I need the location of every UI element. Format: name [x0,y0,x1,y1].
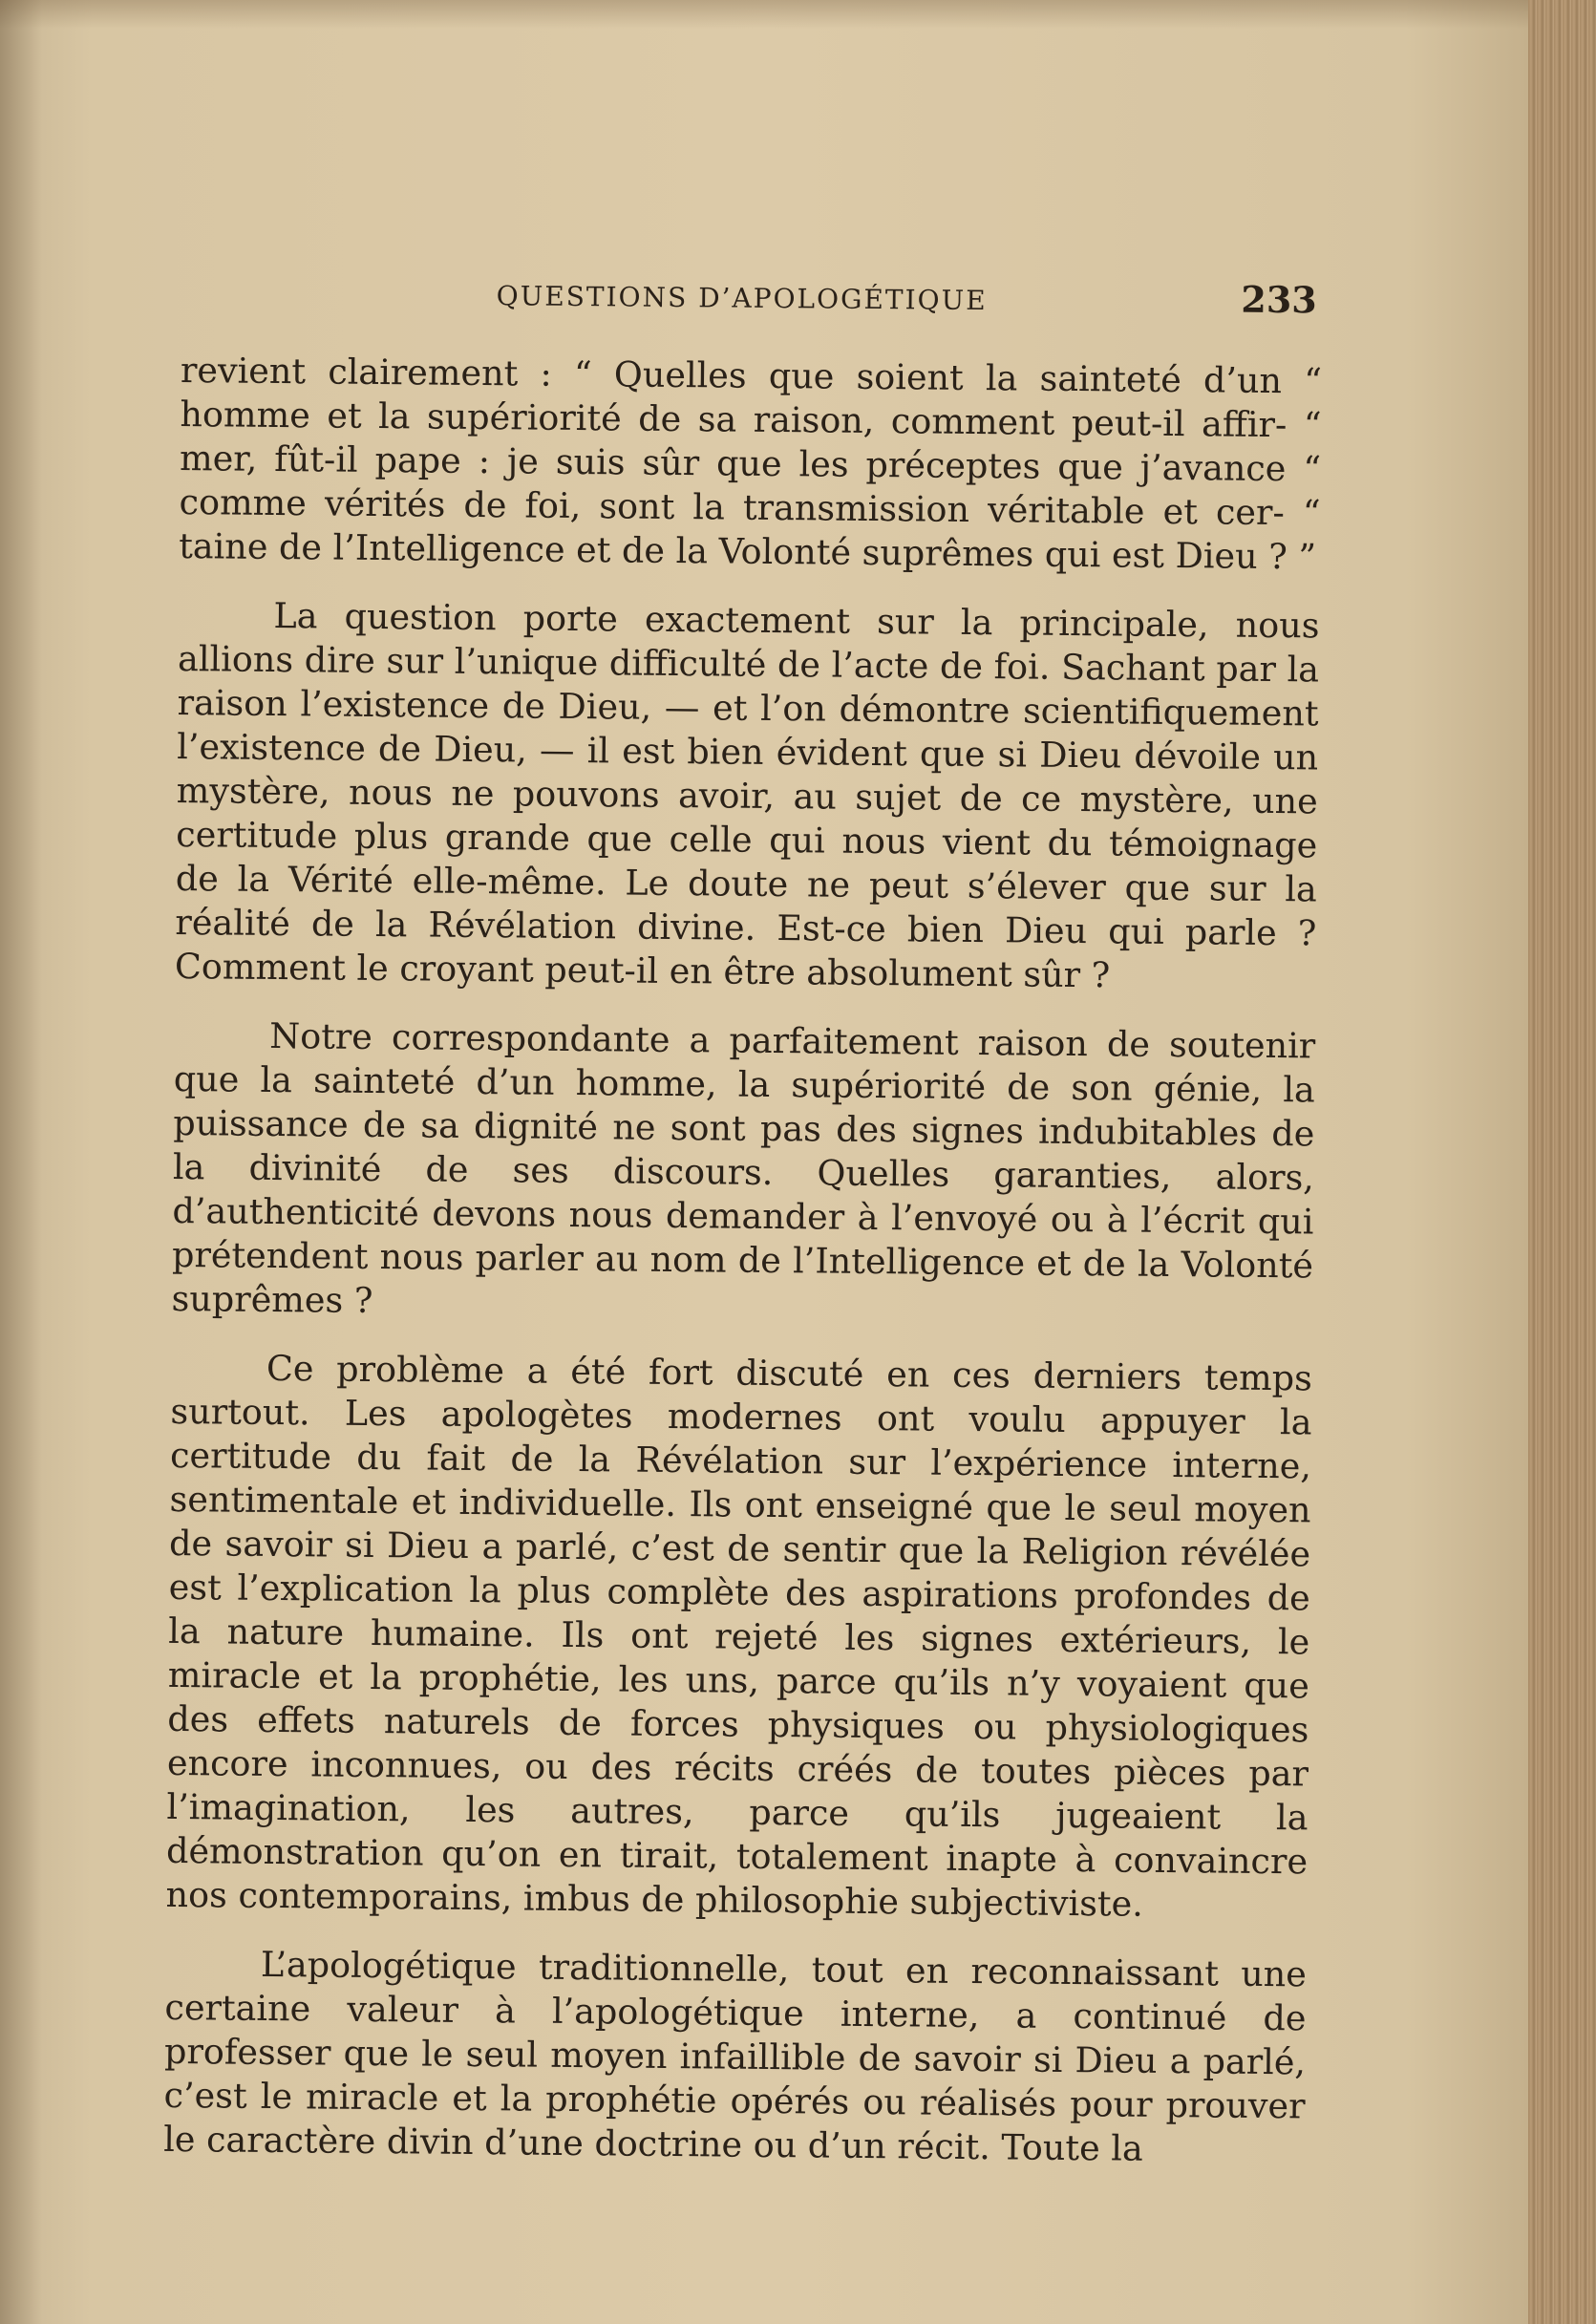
paragraph-5: L’apologétique traditionnelle, tout en reconnaissant une certaine valeur à l’apologétique interne, a continué de professer que le seul moyen infaillible de savoir si Dieu a parlé, c’est le miracle et la prophétie opérés ou réalisés pour prouver le caractère divin d’une doctrine ou d’un récit. Toute la [162,1943,1308,2169]
paragraph-2: La question porte exactement sur la principale, nous allions dire sur l’unique difficulté de l’acte de foi. Sachant par la raison l’existence de Dieu, — et l’on démontre scientifiquement l’existence de Dieu, — il est bien évident que si Dieu dévoile un mystère, nous ne pouvons avoir, au sujet de ce mystère, une certitude plus grande que celle qui nous vient du témoignage de la Vérité elle-même. Le doute ne peut s’élever que sur la réalité de la Révélation divine. Est-ce bien Dieu qui parle ? Comment le croyant peut-il en être absolument sûr ? [174,594,1320,996]
running-title: QUESTIONS D’APOLOGÉTIQUE [496,280,988,317]
paragraph-1: revient clairement : “ Quelles que soient la sainteté d’un “ homme et la supériorité de sa raison, comment peut-il affir- “ mer, fût-il pape : je suis sûr que les préceptes que j’avance “ comme vérités de foi, sont la transmission véritable et cer- “ taine de l’Intelligence et de la Volonté suprêmes qui est Dieu ? ” [178,349,1323,578]
gutter-shadow [0,0,42,2324]
running-head [497,270,1323,321]
page-top-shadow [0,0,1528,29]
paragraph-3: Notre correspondante a parfaitement raison de soutenir que la sainteté d’un homme, la supériorité de son génie, la puissance de sa dignité ne sont pas des signes indubitables de la divinité de ses discours. Quelles garanties, alors, d’authenticité devons nous demander à l’envoyé ou à l’écrit qui prétendent nous parler au nom de l’Intelligence et de la Volonté suprêmes ? [171,1014,1316,1321]
page-number: 233 [1241,277,1317,322]
page-edge-stack [1528,0,1596,2324]
paragraph-4: Ce problème a été fort discuté en ces derniers temps surtout. Les apologètes modernes ont voulu appuyer la certitude du fait de la Révélation sur l’expérience interne, sentimentale et individuelle. Ils ont enseigné que le seul moyen de savoir si Dieu a parlé, c’est de sentir que la Religion révélée est l’explication la plus complète des aspirations profondes de la nature humaine. Ils ont rejeté les signes extérieurs, le miracle et la prophétie, les uns, parce qu’ils n’y voyaient que des effets naturels de forces physiques ou physiologiques encore inconnues, ou des récits créés de toutes pièces par l’imagination, les autres, parce qu’ils jugeaient la démonstration qu’on en tirait, totalement inapte à convaincre nos contemporains, imbus de philosophie subjectiviste. [165,1347,1313,1925]
text-block [163,267,1323,2197]
